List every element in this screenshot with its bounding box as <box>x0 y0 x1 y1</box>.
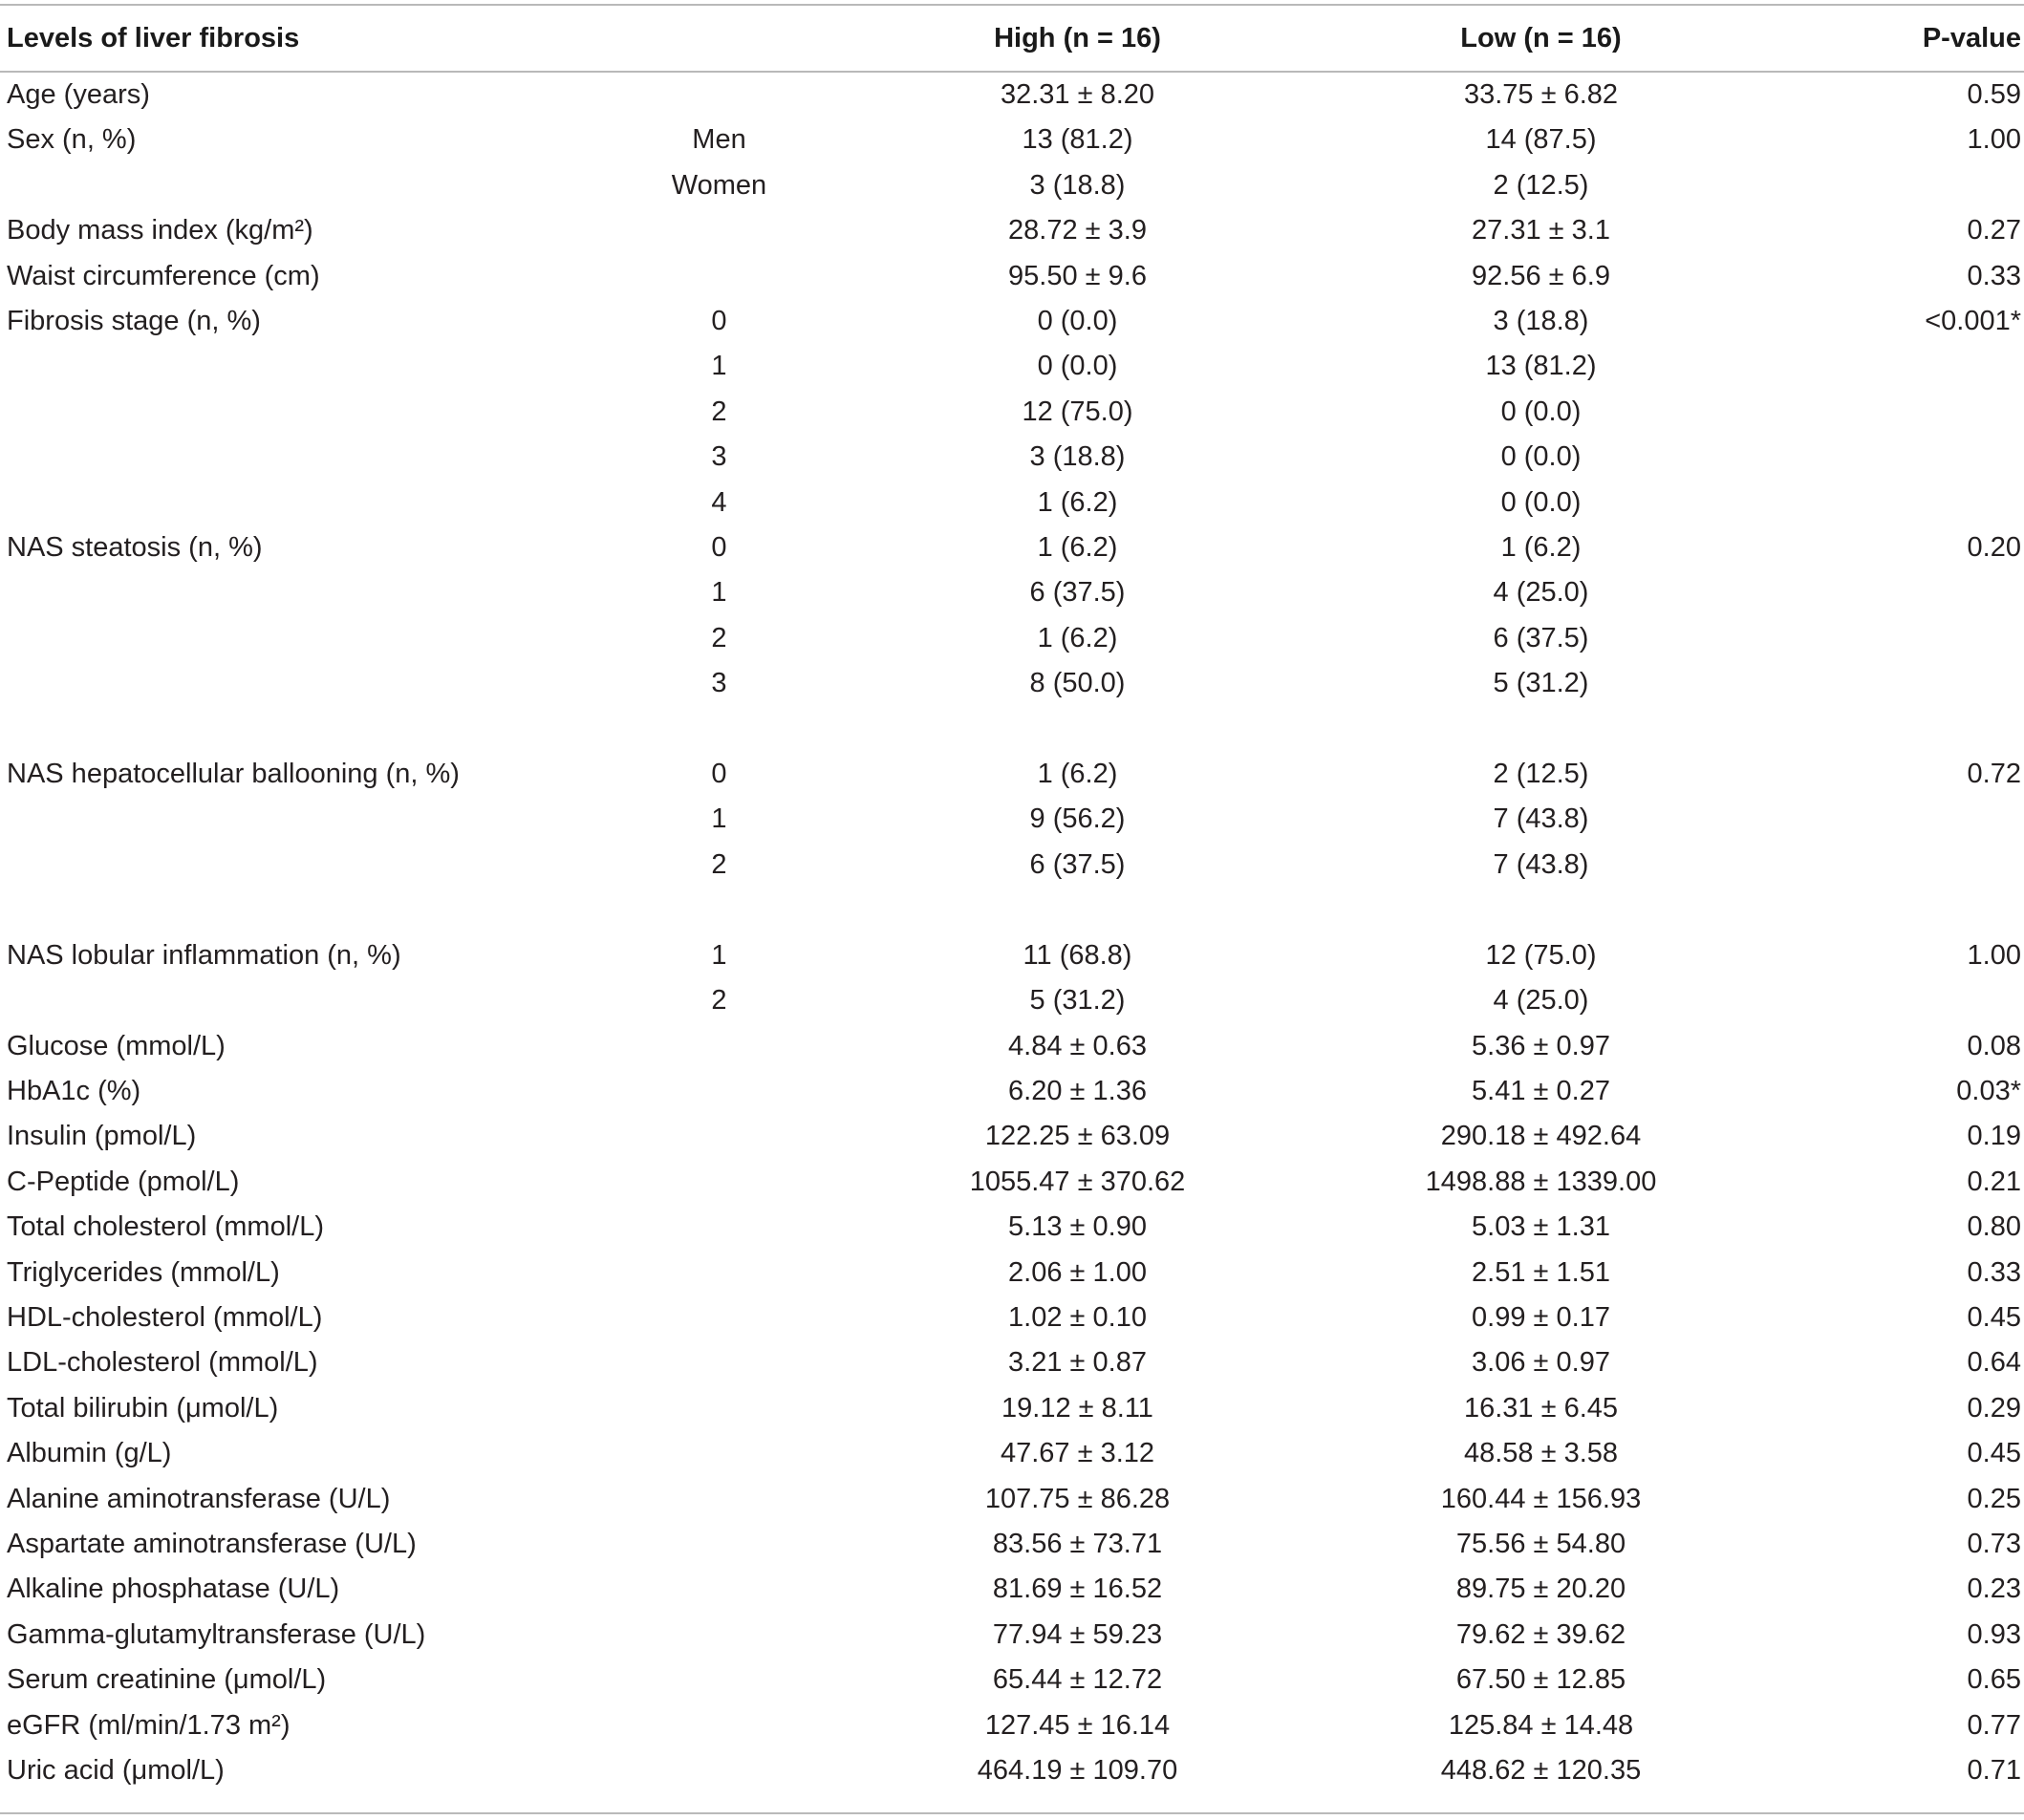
row-low-value: 14 (87.5) <box>1485 124 1597 156</box>
row-high-value: 28.72 ± 3.9 <box>1008 215 1147 246</box>
row-subgroup <box>592 707 846 752</box>
row-subgroup: 2 <box>711 848 727 880</box>
row-subgroup <box>592 1340 846 1385</box>
table-row <box>0 843 2024 888</box>
row-low-value: 0 (0.0) <box>1500 486 1582 518</box>
row-low-value: 160.44 ± 156.93 <box>1440 1483 1642 1514</box>
row-low-value: 0.99 ± 0.17 <box>1472 1301 1610 1333</box>
row-p-value: 0.77 <box>1967 1709 2021 1741</box>
row-label: NAS hepatocellular ballooning (n, %) <box>7 759 460 790</box>
row-low-value: 5.36 ± 0.97 <box>1472 1030 1610 1061</box>
row-high-value: 13 (81.2) <box>1022 124 1133 156</box>
row-subgroup <box>592 888 846 932</box>
row-p-value: 0.03* <box>1956 1075 2021 1106</box>
table-row <box>0 71 2024 118</box>
row-low-value <box>1309 707 1773 752</box>
table-row <box>0 163 2024 208</box>
row-high-value: 65.44 ± 12.72 <box>992 1664 1163 1696</box>
row-high-value: 5.13 ± 0.90 <box>1008 1211 1147 1243</box>
row-subgroup <box>592 71 846 118</box>
row-p-value: 0.45 <box>1967 1438 2021 1469</box>
row-low-value: 0 (0.0) <box>1500 441 1582 473</box>
table-row <box>0 1386 2024 1431</box>
table-row <box>0 299 2024 344</box>
row-label: Sex (n, %) <box>7 124 137 156</box>
row-label: C-Peptide (pmol/L) <box>7 1166 240 1197</box>
row-high-value: 6 (37.5) <box>1029 577 1126 609</box>
row-label: NAS steatosis (n, %) <box>7 532 263 564</box>
table-row <box>0 1658 2024 1702</box>
row-high-value: 12 (75.0) <box>1022 396 1133 427</box>
row-label: Albumin (g/L) <box>7 1438 172 1469</box>
row-label <box>0 661 592 706</box>
row-high-value: 6 (37.5) <box>1029 848 1126 880</box>
row-p-value: 0.64 <box>1967 1347 2021 1379</box>
row-high-value: 0 (0.0) <box>1037 306 1118 337</box>
table-row <box>0 481 2024 525</box>
row-low-value: 67.50 ± 12.85 <box>1455 1664 1626 1696</box>
row-subgroup <box>592 1251 846 1295</box>
row-p-value: 0.25 <box>1967 1483 2021 1514</box>
row-p-value: 0.20 <box>1967 532 2021 564</box>
row-subgroup <box>592 1431 846 1476</box>
row-high-value: 47.67 ± 3.12 <box>1000 1438 1155 1469</box>
row-subgroup: 2 <box>711 985 727 1017</box>
row-high-value: 3.21 ± 0.87 <box>1008 1347 1147 1379</box>
header-sub <box>592 6 846 71</box>
table-row <box>0 933 2024 978</box>
row-low-value: 2.51 ± 1.51 <box>1472 1256 1610 1288</box>
row-high-value: 2.06 ± 1.00 <box>1008 1256 1147 1288</box>
table-row <box>0 390 2024 435</box>
row-label: Gamma-glutamyltransferase (U/L) <box>7 1618 426 1650</box>
row-high-value <box>846 888 1309 932</box>
row-low-value: 12 (75.0) <box>1485 939 1597 971</box>
row-high-value: 32.31 ± 8.20 <box>1000 79 1155 110</box>
row-p-value <box>1773 843 2024 888</box>
table-row <box>0 1205 2024 1250</box>
data-table <box>0 6 2024 1793</box>
row-high-value <box>846 707 1309 752</box>
row-p-value <box>1773 978 2024 1023</box>
row-label: Triglycerides (mmol/L) <box>7 1256 280 1288</box>
row-p-value: 0.71 <box>1967 1755 2021 1786</box>
row-label: Glucose (mmol/L) <box>7 1030 226 1061</box>
row-high-value: 8 (50.0) <box>1029 668 1126 699</box>
row-label: Body mass index (kg/m²) <box>7 215 313 246</box>
row-low-value: 2 (12.5) <box>1493 169 1589 201</box>
table-row <box>0 1703 2024 1748</box>
row-label <box>0 843 592 888</box>
row-subgroup: 3 <box>711 668 727 699</box>
table-row <box>0 1114 2024 1159</box>
row-subgroup: 1 <box>711 351 727 382</box>
row-p-value <box>1773 797 2024 842</box>
row-label: HbA1c (%) <box>7 1075 141 1106</box>
row-low-value: 5.41 ± 0.27 <box>1472 1075 1610 1106</box>
table-row <box>0 1069 2024 1114</box>
row-p-value <box>1773 570 2024 615</box>
row-high-value: 127.45 ± 16.14 <box>984 1709 1171 1741</box>
table-row <box>0 435 2024 480</box>
row-label <box>0 978 592 1023</box>
table-row <box>0 1748 2024 1793</box>
row-subgroup: 1 <box>711 577 727 609</box>
row-high-value: 95.50 ± 9.6 <box>1008 260 1147 291</box>
row-label <box>0 163 592 208</box>
row-p-value: 1.00 <box>1967 124 2021 156</box>
row-low-value: 125.84 ± 14.48 <box>1448 1709 1634 1741</box>
table-row <box>0 797 2024 842</box>
row-subgroup <box>592 1160 846 1205</box>
row-low-value: 290.18 ± 492.64 <box>1440 1121 1642 1152</box>
row-subgroup: 0 <box>711 759 727 790</box>
row-subgroup <box>592 1205 846 1250</box>
table-body <box>0 71 2024 1793</box>
row-high-value: 3 (18.8) <box>1029 169 1126 201</box>
row-p-value <box>1773 888 2024 932</box>
row-p-value: 0.27 <box>1967 215 2021 246</box>
row-p-value: 0.29 <box>1967 1392 2021 1424</box>
row-high-value: 19.12 ± 8.11 <box>1001 1392 1153 1424</box>
row-high-value: 1.02 ± 0.10 <box>1008 1301 1147 1333</box>
row-p-value: 0.23 <box>1967 1574 2021 1605</box>
row-low-value: 3 (18.8) <box>1493 306 1589 337</box>
table-row <box>0 888 2024 932</box>
table-row <box>0 661 2024 706</box>
row-p-value <box>1773 661 2024 706</box>
row-label <box>0 797 592 842</box>
row-label <box>0 707 592 752</box>
table-row <box>0 525 2024 570</box>
table-row <box>0 616 2024 661</box>
row-p-value <box>1773 344 2024 389</box>
row-subgroup <box>592 1613 846 1658</box>
table-row <box>0 1160 2024 1205</box>
table-row <box>0 118 2024 162</box>
row-low-value: 75.56 ± 54.80 <box>1455 1528 1626 1559</box>
row-p-value: 0.93 <box>1967 1618 2021 1650</box>
row-low-value: 92.56 ± 6.9 <box>1472 260 1610 291</box>
row-high-value: 464.19 ± 109.70 <box>977 1755 1178 1786</box>
table-row <box>0 1477 2024 1522</box>
row-subgroup: 3 <box>711 441 727 473</box>
header-p-value: P-value <box>1922 23 2021 54</box>
row-low-value: 1 (6.2) <box>1500 532 1582 564</box>
row-subgroup <box>592 1522 846 1567</box>
row-low-value: 13 (81.2) <box>1485 351 1597 382</box>
table-row <box>0 344 2024 389</box>
row-label <box>0 344 592 389</box>
row-p-value: <0.001* <box>1925 306 2021 337</box>
row-subgroup: 0 <box>711 532 727 564</box>
row-high-value: 122.25 ± 63.09 <box>984 1121 1171 1152</box>
row-label: Insulin (pmol/L) <box>7 1121 197 1152</box>
row-label: Uric acid (μmol/L) <box>7 1755 225 1786</box>
row-p-value: 0.33 <box>1967 260 2021 291</box>
table-row <box>0 1613 2024 1658</box>
row-low-value: 448.62 ± 120.35 <box>1440 1755 1642 1786</box>
row-p-value: 1.00 <box>1967 939 2021 971</box>
row-high-value: 83.56 ± 73.71 <box>992 1528 1163 1559</box>
row-low-value: 7 (43.8) <box>1493 848 1589 880</box>
row-high-value: 1 (6.2) <box>1037 486 1118 518</box>
row-low-value: 16.31 ± 6.45 <box>1463 1392 1619 1424</box>
row-low-value: 89.75 ± 20.20 <box>1455 1574 1626 1605</box>
row-low-value: 1498.88 ± 1339.00 <box>1425 1166 1657 1197</box>
row-low-value: 5.03 ± 1.31 <box>1472 1211 1610 1243</box>
row-subgroup: 2 <box>711 396 727 427</box>
row-high-value: 0 (0.0) <box>1037 351 1118 382</box>
row-subgroup: 2 <box>711 622 727 653</box>
row-subgroup <box>592 1069 846 1114</box>
row-subgroup <box>592 1386 846 1431</box>
row-low-value: 4 (25.0) <box>1493 985 1589 1017</box>
row-label: LDL-cholesterol (mmol/L) <box>7 1347 318 1379</box>
row-high-value: 5 (31.2) <box>1029 985 1126 1017</box>
row-subgroup <box>592 1658 846 1702</box>
row-p-value: 0.59 <box>1967 79 2021 110</box>
row-p-value: 0.08 <box>1967 1030 2021 1061</box>
row-low-value: 3.06 ± 0.97 <box>1472 1347 1610 1379</box>
row-label <box>0 481 592 525</box>
row-p-value: 0.73 <box>1967 1528 2021 1559</box>
table-row <box>0 752 2024 797</box>
row-low-value: 79.62 ± 39.62 <box>1455 1618 1626 1650</box>
row-high-value: 1 (6.2) <box>1037 532 1118 564</box>
row-subgroup <box>592 1477 846 1522</box>
table-row <box>0 1567 2024 1612</box>
row-label: Total cholesterol (mmol/L) <box>7 1211 324 1243</box>
row-subgroup: 1 <box>711 803 727 835</box>
row-low-value: 33.75 ± 6.82 <box>1463 79 1619 110</box>
row-label: Alanine aminotransferase (U/L) <box>7 1483 391 1514</box>
table-row <box>0 1522 2024 1567</box>
row-p-value: 0.72 <box>1967 759 2021 790</box>
row-high-value: 6.20 ± 1.36 <box>1008 1075 1147 1106</box>
table-row <box>0 254 2024 299</box>
row-p-value: 0.45 <box>1967 1301 2021 1333</box>
row-p-value <box>1773 435 2024 480</box>
row-high-value: 81.69 ± 16.52 <box>992 1574 1163 1605</box>
row-low-value: 2 (12.5) <box>1493 759 1589 790</box>
row-low-value: 7 (43.8) <box>1493 803 1589 835</box>
row-low-value: 4 (25.0) <box>1493 577 1589 609</box>
row-label: eGFR (ml/min/1.73 m²) <box>7 1709 291 1741</box>
row-subgroup: 1 <box>711 939 727 971</box>
row-subgroup <box>592 1748 846 1793</box>
row-subgroup: Women <box>671 169 767 201</box>
header-high: High (n = 16) <box>994 23 1161 54</box>
row-high-value: 4.84 ± 0.63 <box>1008 1030 1147 1061</box>
row-label: Alkaline phosphatase (U/L) <box>7 1574 340 1605</box>
row-p-value: 0.19 <box>1967 1121 2021 1152</box>
row-label: Fibrosis stage (n, %) <box>7 306 261 337</box>
row-subgroup <box>592 254 846 299</box>
row-low-value: 6 (37.5) <box>1493 622 1589 653</box>
row-p-value: 0.65 <box>1967 1664 2021 1696</box>
row-label <box>0 390 592 435</box>
row-label: HDL-cholesterol (mmol/L) <box>7 1301 323 1333</box>
row-low-value: 27.31 ± 3.1 <box>1472 215 1610 246</box>
header-row <box>0 6 2024 71</box>
bottom-rule <box>0 1812 2024 1814</box>
row-subgroup <box>592 1567 846 1612</box>
row-p-value: 0.21 <box>1967 1166 2021 1197</box>
row-low-value: 48.58 ± 3.58 <box>1463 1438 1619 1469</box>
table-row <box>0 208 2024 253</box>
table-row <box>0 1024 2024 1069</box>
row-label <box>0 616 592 661</box>
row-subgroup <box>592 208 846 253</box>
row-label: Total bilirubin (μmol/L) <box>7 1392 279 1424</box>
row-high-value: 9 (56.2) <box>1029 803 1126 835</box>
row-p-value <box>1773 163 2024 208</box>
header-label: Levels of liver fibrosis <box>7 23 300 54</box>
table-row <box>0 570 2024 615</box>
row-low-value: 5 (31.2) <box>1493 668 1589 699</box>
row-p-value <box>1773 616 2024 661</box>
table-row <box>0 707 2024 752</box>
row-subgroup <box>592 1024 846 1069</box>
row-subgroup <box>592 1295 846 1340</box>
row-high-value: 107.75 ± 86.28 <box>984 1483 1171 1514</box>
row-high-value: 3 (18.8) <box>1029 441 1126 473</box>
row-high-value: 1055.47 ± 370.62 <box>969 1166 1186 1197</box>
table-row <box>0 1431 2024 1476</box>
table-row <box>0 1340 2024 1385</box>
row-subgroup: Men <box>692 124 746 156</box>
row-low-value <box>1309 888 1773 932</box>
row-p-value <box>1773 481 2024 525</box>
row-subgroup: 4 <box>711 486 727 518</box>
row-label <box>0 435 592 480</box>
row-high-value: 1 (6.2) <box>1037 759 1118 790</box>
row-low-value: 0 (0.0) <box>1500 396 1582 427</box>
row-high-value: 11 (68.8) <box>1023 939 1132 971</box>
row-label: Age (years) <box>7 79 150 110</box>
row-label: NAS lobular inflammation (n, %) <box>7 939 401 971</box>
row-subgroup <box>592 1703 846 1748</box>
row-p-value: 0.80 <box>1967 1211 2021 1243</box>
row-label: Waist circumference (cm) <box>7 260 320 291</box>
table-row <box>0 1295 2024 1340</box>
table-row <box>0 1251 2024 1295</box>
table-row <box>0 978 2024 1023</box>
row-subgroup <box>592 1114 846 1159</box>
row-p-value: 0.33 <box>1967 1256 2021 1288</box>
header-low: Low (n = 16) <box>1460 23 1622 54</box>
row-label: Aspartate aminotransferase (U/L) <box>7 1528 417 1559</box>
row-label <box>0 570 592 615</box>
row-p-value <box>1773 707 2024 752</box>
row-label: Serum creatinine (μmol/L) <box>7 1664 327 1696</box>
row-high-value: 77.94 ± 59.23 <box>992 1618 1163 1650</box>
row-label <box>0 888 592 932</box>
row-subgroup: 0 <box>711 306 727 337</box>
row-p-value <box>1773 390 2024 435</box>
row-high-value: 1 (6.2) <box>1037 622 1118 653</box>
